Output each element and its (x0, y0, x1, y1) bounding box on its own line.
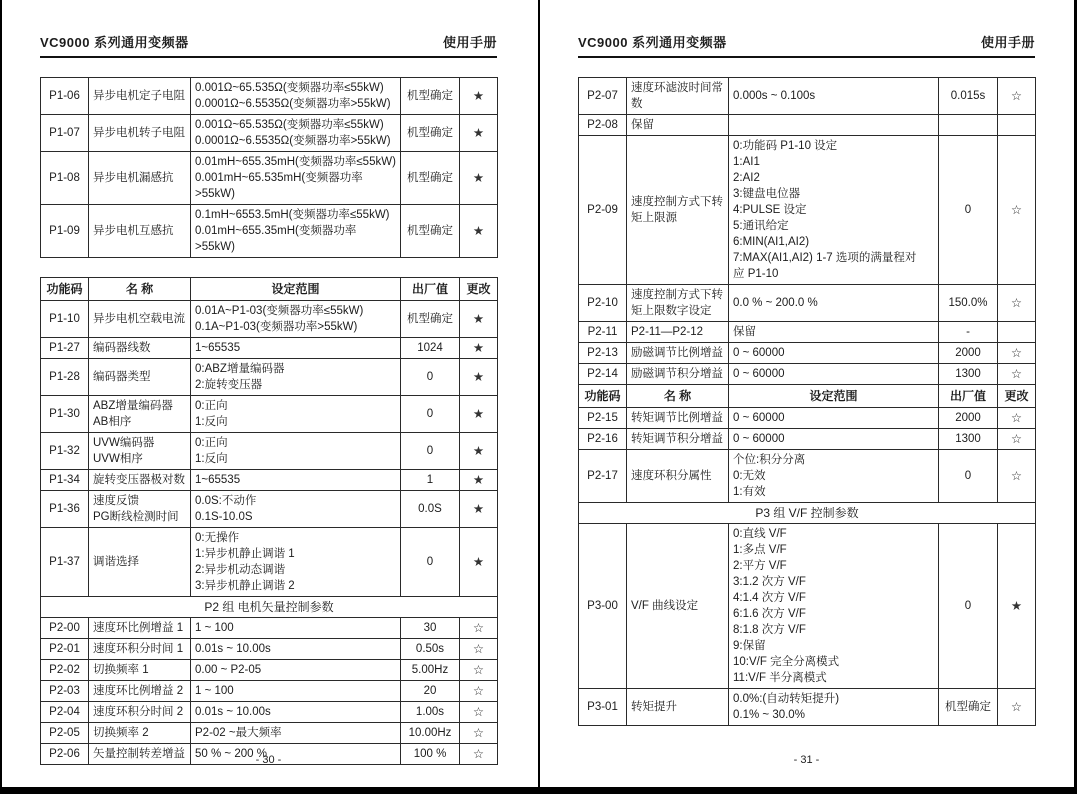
change-flag-cell: ☆ (460, 681, 498, 702)
param-name-cell: 速度环积分属性 (627, 450, 729, 503)
param-code-cell: P1-07 (41, 115, 89, 152)
param-name-cell: 异步电机空载电流 (89, 301, 191, 338)
change-flag-cell: ★ (460, 115, 498, 152)
change-flag-cell (998, 322, 1036, 343)
text-line: 0.001Ω~65.535Ω(变频器功率≤55kW) (195, 119, 384, 131)
factory-default-cell: 0 (939, 524, 998, 689)
text-line: 矩上限数字设定 (631, 305, 712, 317)
text-line: 2:旋转变压器 (195, 379, 263, 391)
param-range-cell (191, 115, 401, 152)
parameter-tables-left (40, 77, 497, 765)
param-range-cell: 0.00 ~ P2-05 (191, 660, 401, 681)
doc-subtitle: 使用手册 (442, 35, 497, 50)
text-line: 8:1.8 次方 V/F (733, 624, 806, 636)
param-code-cell: P2-02 (41, 660, 89, 681)
param-code-cell: P3-01 (579, 689, 627, 726)
text-line: 0.0001Ω~6.5535Ω(变频器功率>55kW) (195, 135, 391, 147)
change-flag-cell: ☆ (998, 429, 1036, 450)
param-code-cell: P2-14 (579, 364, 627, 385)
param-range-cell: 50 % ~ 200 % (191, 744, 401, 765)
param-code-cell: P2-16 (579, 429, 627, 450)
text-line: 0.01mH~655.35mH(变频器功率 >55kW) (195, 225, 357, 253)
param-code-cell: P2-09 (579, 136, 627, 285)
change-flag-cell: ★ (460, 491, 498, 528)
change-flag-cell: ☆ (998, 285, 1036, 322)
param-range-cell: 1~65535 (191, 338, 401, 359)
param-name-cell: 速度环比例增益 2 (89, 681, 191, 702)
param-range-cell (729, 450, 939, 503)
param-row (41, 433, 498, 470)
param-row (41, 396, 498, 433)
param-range-cell (191, 301, 401, 338)
text-line: 0:无效 (733, 470, 766, 482)
param-range-cell: 1~65535 (191, 470, 401, 491)
page-gutter-divider (538, 0, 540, 794)
param-name-cell: 速度环比例增益 1 (89, 618, 191, 639)
column-header-cell: 出厂值 (401, 278, 460, 301)
param-name-cell: 切换频率 2 (89, 723, 191, 744)
column-header-row (41, 278, 498, 301)
factory-default-cell: 0 (401, 359, 460, 396)
factory-default-cell: 0.50s (401, 639, 460, 660)
column-header-cell: 更改 (998, 385, 1036, 408)
param-name-cell: 速度环积分时间 2 (89, 702, 191, 723)
text-line: 1:多点 V/F (733, 544, 787, 556)
factory-default-cell: 机型确定 (401, 152, 460, 205)
param-range-cell: 0.01s ~ 10.00s (191, 702, 401, 723)
factory-default-cell: 机型确定 (939, 689, 998, 726)
text-line: 3:1.2 次方 V/F (733, 576, 806, 588)
factory-default-cell: 0 (939, 136, 998, 285)
factory-default-cell: 0 (401, 396, 460, 433)
param-row (41, 723, 498, 744)
param-range-cell (729, 524, 939, 689)
param-row (579, 408, 1036, 429)
text-line: 3:异步机静止调谐 2 (195, 580, 295, 592)
param-code-cell: P1-37 (41, 528, 89, 597)
factory-default-cell: 2000 (939, 343, 998, 364)
page-header-left (40, 0, 497, 58)
text-line: 速度反馈 (93, 495, 139, 507)
param-row (41, 115, 498, 152)
text-line: 0.01A~P1-03(变频器功率≤55kW) (195, 305, 364, 317)
factory-default-cell (939, 115, 998, 136)
text-line: 0.0%:(自动转矩提升) (733, 693, 840, 705)
text-line: 速度控制方式下转 (631, 196, 723, 208)
page-30 (40, 0, 497, 794)
factory-default-cell: 0 (939, 450, 998, 503)
text-line: 0:正向 (195, 437, 228, 449)
param-code-cell: P1-06 (41, 78, 89, 115)
text-line: 2:平方 V/F (733, 560, 787, 572)
text-line: 4:PULSE 设定 (733, 204, 807, 216)
param-range-cell (729, 115, 939, 136)
page-31 (578, 0, 1035, 794)
param-row (579, 285, 1036, 322)
text-line: 0.1S-10.0S (195, 511, 253, 523)
factory-default-cell: 机型确定 (401, 301, 460, 338)
change-flag-cell: ☆ (998, 689, 1036, 726)
param-code-cell: P2-04 (41, 702, 89, 723)
column-header-cell: 名 称 (627, 385, 729, 408)
param-row (41, 152, 498, 205)
text-line: 0.1A~P1-03(变频器功率>55kW) (195, 321, 358, 333)
change-flag-cell: ☆ (460, 618, 498, 639)
text-line: 0:ABZ增量编码器 (195, 363, 285, 375)
param-name-cell (627, 136, 729, 285)
factory-default-cell: 150.0% (939, 285, 998, 322)
factory-default-cell: 机型确定 (401, 115, 460, 152)
param-range-cell: 0.01s ~ 10.00s (191, 639, 401, 660)
factory-default-cell: 1300 (939, 429, 998, 450)
text-line: 矩上限源 (631, 212, 677, 224)
param-code-cell: P3-00 (579, 524, 627, 689)
param-name-cell: 调谐选择 (89, 528, 191, 597)
param-code-cell: P2-17 (579, 450, 627, 503)
page-number-right: - 31 - (793, 754, 820, 766)
change-flag-cell: ★ (998, 524, 1036, 689)
param-range-cell: 0 ~ 60000 (729, 364, 939, 385)
param-code-cell: P2-06 (41, 744, 89, 765)
param-range-cell (191, 528, 401, 597)
param-row (579, 343, 1036, 364)
param-row (579, 115, 1036, 136)
param-name-cell: 转矩调节积分增益 (627, 429, 729, 450)
text-line: PG断线检测时间 (93, 511, 179, 523)
param-code-cell: P2-05 (41, 723, 89, 744)
text-line: 3:键盘电位器 (733, 188, 801, 200)
param-code-cell: P2-11 (579, 322, 627, 343)
column-header-cell: 出厂值 (939, 385, 998, 408)
param-code-cell: P1-10 (41, 301, 89, 338)
param-row (41, 78, 498, 115)
column-header-cell: 更改 (460, 278, 498, 301)
text-line: 6:1.6 次方 V/F (733, 608, 806, 620)
change-flag-cell: ☆ (998, 136, 1036, 285)
text-line: 0:直线 V/F (733, 528, 787, 540)
column-header-cell: 功能码 (579, 385, 627, 408)
change-flag-cell: ☆ (998, 343, 1036, 364)
text-line: 速度环滤波时间常 (631, 82, 723, 94)
text-line: 2:异步机动态调谐 (195, 564, 286, 576)
scan-edge-bottom (0, 787, 1077, 794)
column-header-cell: 功能码 (41, 278, 89, 301)
param-row (41, 702, 498, 723)
param-row (579, 78, 1036, 115)
change-flag-cell: ★ (460, 152, 498, 205)
param-name-cell: 旋转变压器极对数 (89, 470, 191, 491)
param-name-cell: 转矩调节比例增益 (627, 408, 729, 429)
change-flag-cell: ☆ (998, 408, 1036, 429)
text-line: 1:反向 (195, 453, 228, 465)
param-name-cell: 矢量控制转差增益 (89, 744, 191, 765)
parameter-table (578, 77, 1036, 726)
param-name-cell (89, 396, 191, 433)
text-line: 0.0S:不动作 (195, 495, 257, 507)
change-flag-cell: ★ (460, 359, 498, 396)
param-name-cell: 异步电机转子电阻 (89, 115, 191, 152)
param-range-cell: 0 ~ 60000 (729, 343, 939, 364)
parameter-table (40, 277, 498, 765)
factory-default-cell: 5.00Hz (401, 660, 460, 681)
text-line: 0:功能码 P1-10 设定 (733, 140, 838, 152)
param-range-cell (191, 205, 401, 258)
change-flag-cell: ☆ (998, 364, 1036, 385)
param-name-cell: 转矩提升 (627, 689, 729, 726)
change-flag-cell: ☆ (460, 702, 498, 723)
factory-default-cell: 1.00s (401, 702, 460, 723)
param-name-cell: 异步电机互感抗 (89, 205, 191, 258)
text-line: 个位:积分分离 (733, 454, 806, 466)
factory-default-cell: 0.015s (939, 78, 998, 115)
param-range-cell (191, 396, 401, 433)
param-range-cell (191, 359, 401, 396)
change-flag-cell: ★ (460, 338, 498, 359)
param-range-cell: 保留 (729, 322, 939, 343)
factory-default-cell: 0 (401, 433, 460, 470)
param-name-cell (89, 433, 191, 470)
parameter-table (40, 77, 498, 258)
factory-default-cell: 1 (401, 470, 460, 491)
param-name-cell: 编码器类型 (89, 359, 191, 396)
group-section-title: P3 组 V/F 控制参数 (579, 503, 1036, 524)
text-line: 0:无操作 (195, 532, 240, 544)
change-flag-cell: ★ (460, 470, 498, 491)
text-line: 5:通讯给定 (733, 220, 789, 232)
param-name-cell (627, 78, 729, 115)
param-row (579, 429, 1036, 450)
factory-default-cell: 机型确定 (401, 78, 460, 115)
param-row (41, 338, 498, 359)
param-name-cell: 励磁调节比例增益 (627, 343, 729, 364)
text-line: 1:异步机静止调谐 1 (195, 548, 295, 560)
change-flag-cell: ☆ (998, 450, 1036, 503)
group-section-title: P2 组 电机矢量控制参数 (41, 597, 498, 618)
change-flag-cell: ★ (460, 205, 498, 258)
param-name-cell (89, 491, 191, 528)
param-name-cell: 切换频率 1 (89, 660, 191, 681)
text-line: AB相序 (93, 416, 132, 428)
param-name-cell: 异步电机定子电阻 (89, 78, 191, 115)
column-header-cell: 设定范围 (729, 385, 939, 408)
group-section-row (579, 503, 1036, 524)
text-line: 10:V/F 完全分离模式 (733, 656, 840, 668)
factory-default-cell: 2000 (939, 408, 998, 429)
param-row (579, 322, 1036, 343)
change-flag-cell: ★ (460, 528, 498, 597)
param-name-cell: 保留 (627, 115, 729, 136)
text-line: ABZ增量编码器 (93, 400, 173, 412)
param-row (41, 491, 498, 528)
param-row (579, 136, 1036, 285)
text-line: 0.1% ~ 30.0% (733, 709, 805, 721)
param-code-cell: P2-00 (41, 618, 89, 639)
factory-default-cell: - (939, 322, 998, 343)
text-line: 1:AI1 (733, 156, 760, 168)
param-range-cell (191, 152, 401, 205)
factory-default-cell: 10.00Hz (401, 723, 460, 744)
factory-default-cell: 100 % (401, 744, 460, 765)
param-code-cell: P2-07 (579, 78, 627, 115)
doc-title: VC9000 系列通用变频器 (40, 35, 189, 50)
param-code-cell: P1-08 (41, 152, 89, 205)
text-line: 7:MAX(AI1,AI2) 1-7 选项的满量程对 (733, 252, 917, 264)
param-code-cell: P1-09 (41, 205, 89, 258)
param-row (41, 528, 498, 597)
factory-default-cell: 1300 (939, 364, 998, 385)
text-line: UVW编码器 (93, 437, 155, 449)
param-range-cell (191, 78, 401, 115)
param-range-cell: 0 ~ 60000 (729, 429, 939, 450)
change-flag-cell: ★ (460, 301, 498, 338)
param-row (41, 618, 498, 639)
doc-title: VC9000 系列通用变频器 (578, 35, 727, 50)
factory-default-cell: 20 (401, 681, 460, 702)
param-name-cell (627, 285, 729, 322)
param-row (41, 639, 498, 660)
text-line: UVW相序 (93, 453, 143, 465)
text-line: 数 (631, 98, 643, 110)
param-name-cell: 异步电机漏感抗 (89, 152, 191, 205)
param-code-cell: P1-36 (41, 491, 89, 528)
param-range-cell: 0 ~ 60000 (729, 408, 939, 429)
factory-default-cell: 机型确定 (401, 205, 460, 258)
text-line: 2:AI2 (733, 172, 760, 184)
column-header-cell: 设定范围 (191, 278, 401, 301)
param-name-cell: P2-11—P2-12 (627, 322, 729, 343)
param-row (579, 450, 1036, 503)
parameter-tables-right (578, 77, 1035, 726)
param-row (579, 524, 1036, 689)
param-row (41, 681, 498, 702)
factory-default-cell: 30 (401, 618, 460, 639)
text-line: 4:1.4 次方 V/F (733, 592, 806, 604)
change-flag-cell: ☆ (460, 723, 498, 744)
param-range-cell: 0.0 % ~ 200.0 % (729, 285, 939, 322)
param-name-cell: V/F 曲线设定 (627, 524, 729, 689)
param-row (41, 359, 498, 396)
text-line: 0.01mH~655.35mH(变频器功率≤55kW) (195, 156, 396, 168)
change-flag-cell (998, 115, 1036, 136)
param-range-cell (191, 491, 401, 528)
param-range-cell (191, 433, 401, 470)
param-range-cell: P2-02 ~最大频率 (191, 723, 401, 744)
param-row (41, 660, 498, 681)
text-line: 9:保留 (733, 640, 766, 652)
param-range-cell (729, 689, 939, 726)
param-row (41, 301, 498, 338)
param-code-cell: P1-32 (41, 433, 89, 470)
param-code-cell: P1-27 (41, 338, 89, 359)
column-header-row (579, 385, 1036, 408)
text-line: 1:有效 (733, 486, 766, 498)
text-line: 0.001mH~65.535mH(变频器功率>55kW) (195, 172, 363, 200)
text-line: 1:反向 (195, 416, 228, 428)
factory-default-cell: 1024 (401, 338, 460, 359)
param-code-cell: P2-08 (579, 115, 627, 136)
text-line: 11:V/F 半分离模式 (733, 672, 827, 684)
param-code-cell: P2-15 (579, 408, 627, 429)
change-flag-cell: ★ (460, 396, 498, 433)
page-number-left: - 30 - (255, 754, 282, 766)
param-row (41, 205, 498, 258)
param-row (41, 470, 498, 491)
change-flag-cell: ☆ (460, 744, 498, 765)
param-code-cell: P2-03 (41, 681, 89, 702)
param-name-cell: 励磁调节积分增益 (627, 364, 729, 385)
text-line: 速度控制方式下转 (631, 289, 723, 301)
param-name-cell: 编码器线数 (89, 338, 191, 359)
text-line: 0.0001Ω~6.5535Ω(变频器功率>55kW) (195, 98, 391, 110)
text-line: 0.1mH~6553.5mH(变频器功率≤55kW) (195, 209, 390, 221)
param-name-cell: 速度环积分时间 1 (89, 639, 191, 660)
text-line: 应 P1-10 (733, 268, 779, 280)
factory-default-cell: 0 (401, 528, 460, 597)
param-row (579, 364, 1036, 385)
param-range-cell: 1 ~ 100 (191, 618, 401, 639)
scan-edge-left (0, 0, 2, 794)
change-flag-cell: ★ (460, 433, 498, 470)
change-flag-cell: ☆ (460, 660, 498, 681)
param-code-cell: P1-30 (41, 396, 89, 433)
doc-subtitle: 使用手册 (980, 35, 1035, 50)
param-range-cell: 0.000s ~ 0.100s (729, 78, 939, 115)
text-line: 6:MIN(AI1,AI2) (733, 236, 810, 248)
param-code-cell: P2-10 (579, 285, 627, 322)
factory-default-cell: 0.0S (401, 491, 460, 528)
param-code-cell: P1-28 (41, 359, 89, 396)
group-section-row (41, 597, 498, 618)
param-range-cell (729, 136, 939, 285)
param-code-cell: P2-01 (41, 639, 89, 660)
text-line: 0.001Ω~65.535Ω(变频器功率≤55kW) (195, 82, 384, 94)
param-code-cell: P2-13 (579, 343, 627, 364)
page-header-right (578, 0, 1035, 58)
column-header-cell: 名 称 (89, 278, 191, 301)
change-flag-cell: ☆ (460, 639, 498, 660)
param-row (579, 689, 1036, 726)
param-code-cell: P1-34 (41, 470, 89, 491)
param-range-cell: 1 ~ 100 (191, 681, 401, 702)
change-flag-cell: ★ (460, 78, 498, 115)
change-flag-cell: ☆ (998, 78, 1036, 115)
text-line: 0:正向 (195, 400, 228, 412)
